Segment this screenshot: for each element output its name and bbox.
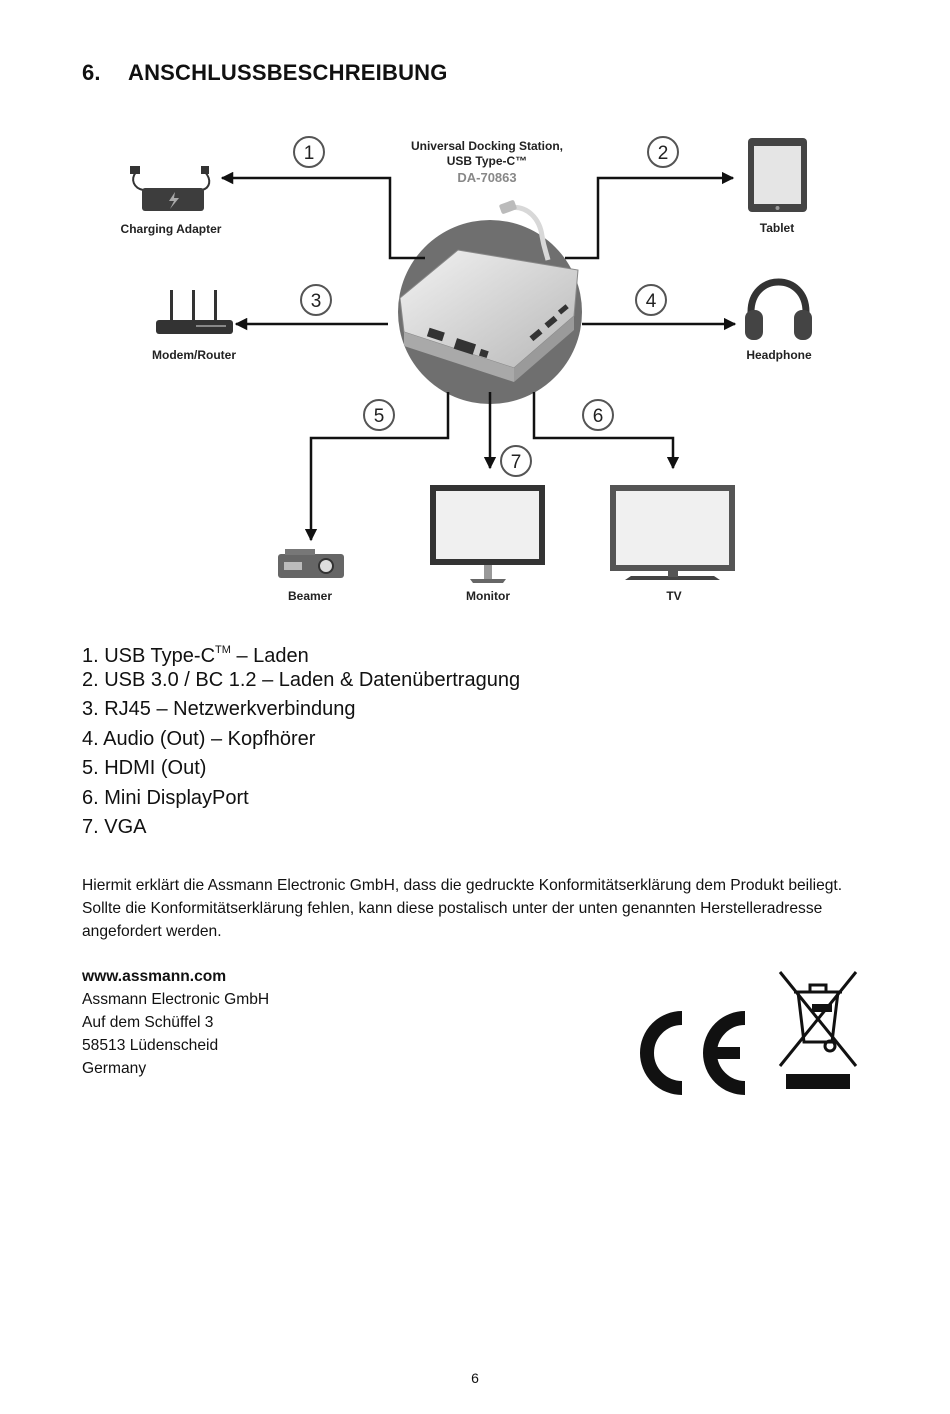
list-item: 1. USB Type-C™ – Laden bbox=[82, 644, 309, 667]
tv-icon bbox=[610, 485, 735, 580]
monitor-icon bbox=[430, 485, 545, 583]
list-item: 7. VGA bbox=[82, 816, 147, 838]
product-model: DA-70863 bbox=[457, 170, 517, 185]
callout-4 bbox=[636, 285, 666, 315]
callout-2-label: 2 bbox=[657, 143, 669, 164]
callout-1-label: 1 bbox=[303, 143, 315, 164]
list-item: 2. USB 3.0 / BC 1.2 – Laden & Datenübertragung bbox=[82, 668, 521, 691]
product-name-line2: USB Type-C™ bbox=[446, 154, 528, 168]
list-item: 4. Audio (Out) – Kopfhörer bbox=[82, 727, 316, 750]
list-item: 3. RJ45 – Netzwerkverbindung bbox=[82, 698, 356, 720]
beamer-icon bbox=[278, 549, 344, 578]
label-headphone: Headphone bbox=[746, 348, 812, 362]
callout-3-label: 3 bbox=[310, 291, 322, 312]
ce-mark-icon bbox=[630, 1008, 755, 1098]
connection-list bbox=[82, 636, 520, 843]
manufacturer-address bbox=[82, 965, 269, 1080]
callout-1 bbox=[294, 137, 324, 167]
weee-bin-icon bbox=[776, 970, 860, 1092]
callout-7 bbox=[501, 446, 531, 476]
street: Auf dem Schüffel 3 bbox=[82, 1014, 214, 1031]
label-beamer: Beamer bbox=[287, 589, 333, 603]
list-item: 6. Mini DisplayPort bbox=[82, 786, 249, 809]
connection-diagram bbox=[0, 120, 950, 610]
router-icon bbox=[156, 290, 233, 334]
label-tablet: Tablet bbox=[759, 221, 795, 235]
callout-3 bbox=[301, 285, 331, 315]
company-name: Assmann Electronic GmbH bbox=[82, 991, 270, 1008]
callout-4-label: 4 bbox=[645, 291, 657, 312]
label-modem-router: Modem/Router bbox=[152, 348, 236, 362]
tablet-icon bbox=[748, 138, 807, 212]
callout-6-label: 6 bbox=[592, 406, 604, 427]
conformity-declaration: Hiermit erklärt die Assmann Electronic GmbH, dass die gedruckte Konformitätserklärung dem Produkt beiliegt. Sollte die Konformitätserklärung fehlen, kann diese postalisch unter der unten genannten Herstelleradresse angefordert werden. bbox=[82, 877, 843, 940]
product-name-line1: Universal Docking Station, bbox=[410, 139, 564, 153]
headphone-icon bbox=[745, 282, 812, 340]
callout-7-label: 7 bbox=[510, 452, 522, 473]
city: 58513 Lüdenscheid bbox=[82, 1037, 219, 1054]
charging-adapter-icon bbox=[130, 166, 209, 211]
label-monitor: Monitor bbox=[466, 589, 510, 603]
country: Germany bbox=[82, 1060, 147, 1077]
list-item: 5. HDMI (Out) bbox=[82, 757, 207, 779]
callout-2 bbox=[648, 137, 678, 167]
label-charging-adapter: Charging Adapter bbox=[120, 222, 222, 236]
section-number: 6. bbox=[82, 60, 101, 85]
page-number: 6 bbox=[471, 1370, 479, 1386]
label-tv: TV bbox=[666, 589, 682, 603]
docking-station-image bbox=[398, 200, 582, 404]
section-title: ANSCHLUSSBESCHREIBUNG bbox=[128, 60, 448, 85]
callout-6 bbox=[583, 400, 613, 430]
callout-5-label: 5 bbox=[373, 406, 385, 427]
callout-5 bbox=[364, 400, 394, 430]
section-heading bbox=[82, 60, 448, 86]
website-link[interactable]: www.assmann.com bbox=[82, 968, 227, 985]
